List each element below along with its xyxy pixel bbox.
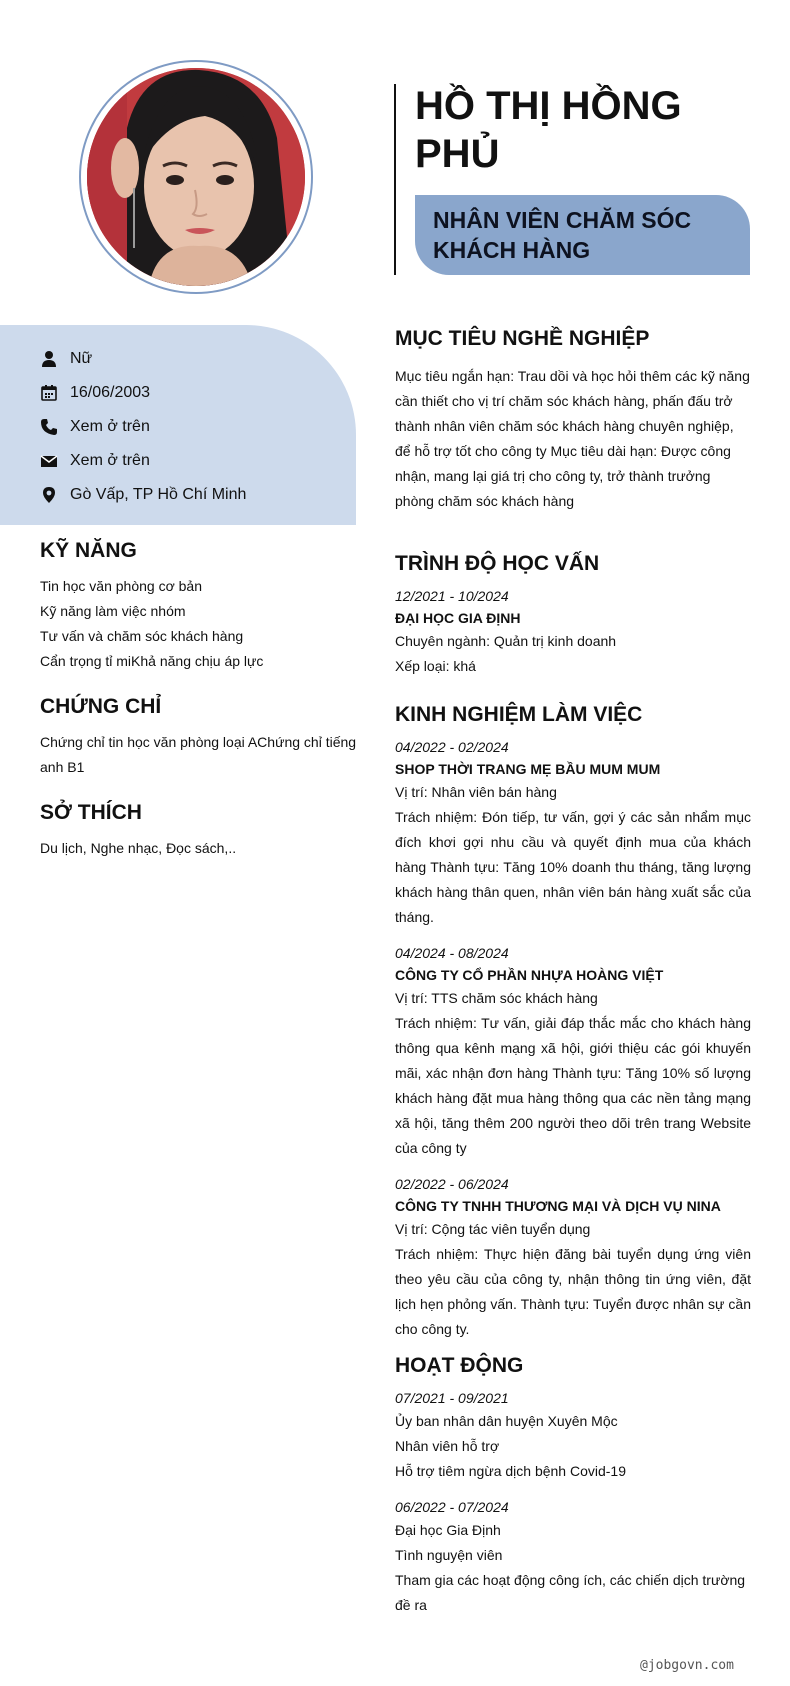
objective-section	[395, 326, 751, 514]
job-details: Trách nhiệm: Đón tiếp, tư vấn, gợi ý các sản nhẩm mục đích khơi gợi nhu cầu và quyết định mua của khách hàng Thành tựu: Tăng 10% doanh thu tháng, tăng lượng khách hàng thân quen, nhân viên bán hàng xuất sắc của tháng.	[395, 809, 751, 925]
watermark: @jobgovn.com	[640, 1658, 734, 1673]
certificates-text: Chứng chỉ tin học văn phòng loại AChứng chỉ tiếng anh B1	[40, 734, 357, 775]
activity-entry	[395, 1496, 751, 1618]
avatar	[87, 68, 305, 286]
activity-desc: Hỗ trợ tiêm ngừa dịch bệnh Covid-19	[395, 1463, 626, 1479]
list-item: Tin học văn phòng cơ bản	[40, 578, 202, 594]
contact-phone	[40, 410, 246, 444]
calendar-icon	[40, 384, 58, 402]
hobbies-text: Du lịch, Nghe nhạc, Đọc sách,..	[40, 840, 237, 856]
activity-org: Đại học Gia Định	[395, 1522, 501, 1538]
hobbies-title: SỞ THÍCH	[40, 801, 142, 824]
job-date: 04/2024 - 08/2024	[395, 945, 509, 961]
activities-title: HOẠT ĐỘNG	[395, 1354, 524, 1377]
list-item: Cẩn trọng tỉ miKhả năng chịu áp lực	[40, 653, 264, 669]
activities-section	[395, 1353, 751, 1618]
birthday-value: 16/06/2003	[70, 384, 151, 401]
job-company: CÔNG TY CỔ PHẦN NHỰA HOÀNG VIỆT	[395, 967, 664, 983]
experience-entry	[395, 1173, 751, 1342]
job-details: Trách nhiệm: Tư vấn, giải đáp thắc mắc cho khách hàng thông qua kênh mạng xã hội, giới thiệu các gói khuyến mãi, xác nhận đơn hàng Thành tựu: Tăng 10% số lượng khách hàng đặt mua hàng thông qua các nền tảng mạng xã hội, tăng thêm 200 người theo dõi trên trang Website của công ty	[395, 1015, 751, 1156]
user-icon	[40, 350, 58, 368]
experience-section	[395, 702, 751, 1342]
activity-desc: Tham gia các hoạt động công ích, các chiến dịch trường đề ra	[395, 1572, 746, 1613]
job-position: Vị trí: Cộng tác viên tuyển dụng	[395, 1221, 591, 1237]
job-date: 02/2022 - 06/2024	[395, 1176, 509, 1192]
contact-birthday	[40, 376, 246, 410]
phone-value[interactable]: Xem ở trên	[70, 418, 150, 435]
name-divider	[394, 84, 396, 275]
experience-entry	[395, 736, 751, 930]
address-value: Gò Vấp, TP Hồ Chí Minh	[70, 486, 247, 503]
objective-text: Mục tiêu ngắn hạn: Trau dồi và học hỏi thêm các kỹ năng cần thiết cho vị trí chăm sóc khách hàng, phấn đấu trở thành nhân viên chăm sóc khách hàng chuyên nghiệp, để hỗ trợ tốt cho công ty Mục tiêu dài hạn: Được công nhận, mang lại giá trị cho công ty, trở thành trưởng phòng chăm sóc khách hàng	[395, 368, 750, 509]
education-grade: Xếp loại: khá	[395, 658, 476, 674]
education-school: ĐẠI HỌC GIA ĐỊNH	[395, 610, 521, 626]
gender-value: Nữ	[70, 350, 93, 367]
email-value[interactable]: Xem ở trên	[70, 452, 150, 469]
phone-icon	[40, 418, 58, 436]
education-date: 12/2021 - 10/2024	[395, 588, 509, 604]
education-major: Chuyên ngành: Quản trị kinh doanh	[395, 633, 617, 649]
activity-org: Ủy ban nhân dân huyện Xuyên Mộc	[395, 1413, 618, 1429]
contact-address	[40, 478, 246, 512]
job-company: CÔNG TY TNHH THƯƠNG MẠI VÀ DỊCH VỤ NINA	[395, 1198, 721, 1214]
job-company: SHOP THỜI TRANG MẸ BẦU MUM MUM	[395, 761, 661, 777]
list-item: Kỹ năng làm việc nhóm	[40, 603, 186, 619]
avatar-illustration	[87, 68, 305, 286]
certificates-title: CHỨNG CHỈ	[40, 695, 162, 718]
activity-role: Tình nguyện viên	[395, 1547, 503, 1563]
education-title: TRÌNH ĐỘ HỌC VẤN	[395, 552, 600, 575]
job-position: Vị trí: TTS chăm sóc khách hàng	[395, 990, 598, 1006]
candidate-name: HỒ THỊ HỒNG PHỦ	[415, 84, 682, 176]
job-title: NHÂN VIÊN CHĂM SÓC KHÁCH HÀNG	[415, 195, 750, 275]
hobbies-section	[40, 800, 358, 861]
contact-gender	[40, 342, 246, 376]
education-entry	[395, 585, 751, 679]
list-item: Tư vấn và chăm sóc khách hàng	[40, 628, 244, 644]
certificates-section	[40, 694, 358, 780]
activity-entry	[395, 1387, 751, 1484]
experience-title: KINH NGHIỆM LÀM VIỆC	[395, 703, 643, 726]
skills-section	[40, 538, 358, 674]
skills-title: KỸ NĂNG	[40, 539, 137, 562]
education-section	[395, 551, 751, 679]
activity-role: Nhân viên hỗ trợ	[395, 1438, 500, 1454]
contact-email	[40, 444, 246, 478]
contact-list	[40, 342, 246, 512]
activity-date: 06/2022 - 07/2024	[395, 1499, 509, 1515]
mail-icon	[40, 452, 58, 470]
job-details: Trách nhiệm: Thực hiện đăng bài tuyển dụng ứng viên theo yêu cầu của công ty, nhận thông tin ứng viên, đặt lịch hẹn phỏng vấn. Thành tựu: Tuyển được nhân sự cần cho công ty.	[395, 1246, 751, 1337]
job-position: Vị trí: Nhân viên bán hàng	[395, 784, 557, 800]
location-pin-icon	[40, 486, 58, 504]
activity-date: 07/2021 - 09/2021	[395, 1390, 509, 1406]
experience-entry	[395, 942, 751, 1161]
skills-list	[40, 574, 358, 674]
objective-title: MỤC TIÊU NGHỀ NGHIỆP	[395, 327, 650, 350]
job-date: 04/2022 - 02/2024	[395, 739, 509, 755]
